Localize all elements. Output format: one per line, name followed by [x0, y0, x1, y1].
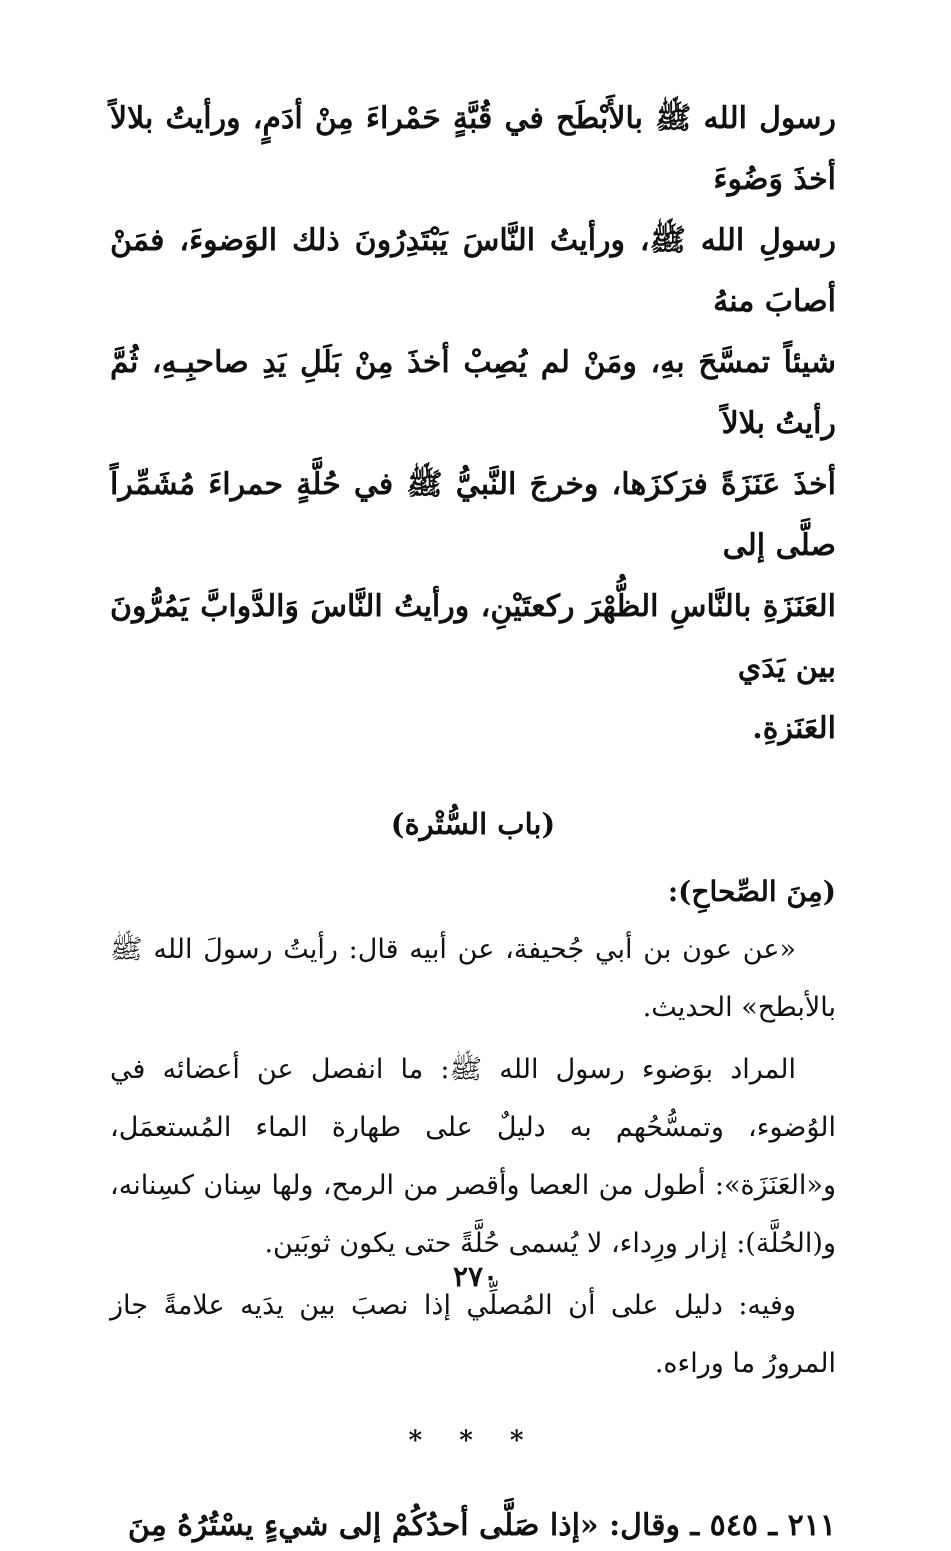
section-separator: * * *: [408, 1426, 538, 1456]
hadith-text-block: [110, 88, 836, 759]
next-hadith-start: ٢١١ ـ ٥٤٥ ـ وقال: «إذا صَلَّى أحدُكُمْ إلى شيءٍ يسْتُرُهُ مِنَ: [127, 1508, 836, 1543]
commentary-block: [110, 921, 836, 1393]
text-line: رسول الله ﷺ بالأَبْطَح في قُبَّةٍ حَمْراءَ مِنْ أدَمٍ، ورأيتُ بلالاً أخذَ وَضُوءَ: [110, 101, 836, 197]
commentary-paragraph: المراد بوَضوء رسول الله ﷺ: ما انفصل عن أعضائه في الوُضوء، وتمسُّحُهم به دليلٌ على طهارة الماء المُستعمَل، و«العَنَزَة»: أطول من العصا وأقصر من الرمح، ولها سِنان كسِنانه، و(الحُلَّة): إزار ورِداء، لا يُسمى حُلَّةً حتى يكون ثوبَين.: [110, 1054, 836, 1259]
section-subtitle: (مِنَ الصِّحاحِ):: [667, 875, 836, 908]
section-title: (باب السُّتْرة): [390, 807, 556, 841]
commentary-paragraph: وفيه: دليل على أن المُصلِّي إذا نصبَ بين يدَيه علامةً جاز المرورُ ما وراءه.: [110, 1290, 836, 1379]
text-line: شيئاً تمسَّحَ بهِ، ومَنْ لم يُصِبْ أخذَ مِنْ بَلَلِ يَدِ صاحبِـهِ، ثُمَّ رأيتُ بلالاً: [110, 345, 836, 441]
text-line: رسولِ الله ﷺ، ورأيتُ النَّاسَ يَبْتَدِرُونَ ذلك الوَضوءَ، فمَنْ أصابَ منهُ: [110, 223, 836, 319]
text-line: العَنَزةِ.: [752, 711, 836, 746]
page-number: ٢٧٠: [452, 1260, 499, 1293]
commentary-paragraph: «عن عون بن أبي جُحيفة، عن أبيه قال: رأيتُ رسولَ الله ﷺ بالأبطح» الحديث.: [110, 934, 836, 1023]
page-content: [110, 88, 836, 1551]
text-line: العَنَزَةِ بالنَّاسِ الظُّهْرَ ركعتَيْنِ، ورأيتُ النَّاسَ وَالدَّوابَّ يَمُرُّونَ بين يَدَي: [110, 589, 836, 685]
text-line: أخذَ عَنَزَةً فرَكزَها، وخرجَ النَّبيُّ ﷺ في حُلَّةٍ حمراءَ مُشَمِّراً صلَّى إلى: [110, 467, 836, 563]
